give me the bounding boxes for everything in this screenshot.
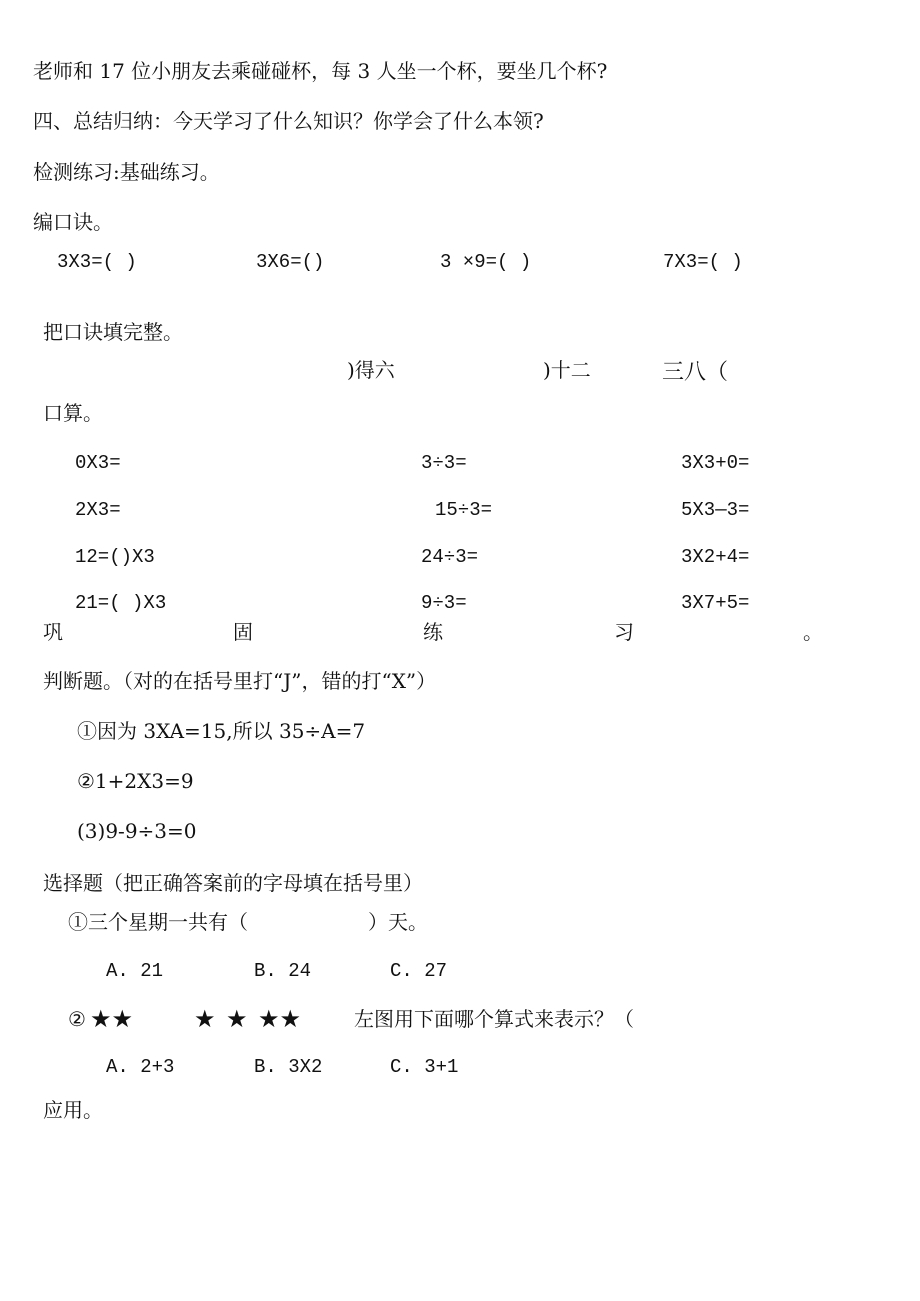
mental-item: 2X3=	[75, 499, 121, 521]
mental-item: 3X3+0=	[681, 452, 750, 474]
choice-q1-text-end: ）天。	[368, 910, 428, 934]
mental-item: 3X2+4=	[681, 546, 750, 568]
choice-option: A. 2+3	[106, 1056, 175, 1078]
mental-item: 0X3=	[75, 452, 121, 474]
test-heading: 检测练习:基础练习。	[33, 160, 220, 184]
consolidate-char: 练	[423, 620, 443, 644]
rhyme-item: 3 ×9=( )	[440, 251, 532, 273]
mental-item: 21=( )X3	[75, 592, 167, 614]
consolidate-char: 巩	[43, 620, 63, 644]
judge-item: ①因为 3XA=15,所以 35÷A=7	[77, 719, 366, 743]
application-heading: 应用。	[43, 1098, 103, 1122]
rhyme-heading: 编口诀。	[33, 210, 113, 234]
rhyme-item: 3X3=( )	[57, 251, 137, 273]
complete-item: )得六	[347, 358, 395, 382]
choice-q1-text: ①三个星期一共有（	[68, 910, 248, 934]
choice-q2-prompt: 左图用下面哪个算式来表示？（	[354, 1007, 634, 1031]
star-icon: ★★	[258, 1005, 302, 1033]
complete-item: 三八（	[662, 360, 729, 385]
consolidate-char: 。	[803, 620, 823, 644]
rhyme-item: 7X3=( )	[663, 251, 743, 273]
mental-item: 3X7+5=	[681, 592, 750, 614]
star-icon: ★	[194, 1005, 216, 1033]
mental-item: 12=()X3	[75, 546, 155, 568]
star-icon: ★	[226, 1005, 248, 1033]
choice-q2-label: ②	[68, 1007, 86, 1031]
mental-item: 5X3—3=	[681, 499, 750, 521]
rhyme-item: 3X6=()	[256, 251, 325, 273]
choice-heading: 选择题（把正确答案前的字母填在括号里）	[43, 871, 423, 895]
judge-item: ②1+2X3=9	[77, 769, 194, 793]
complete-item: )十二	[543, 358, 591, 382]
complete-heading: 把口诀填完整。	[43, 320, 183, 344]
star-icon: ★★	[90, 1005, 134, 1033]
judge-heading: 判断题。（对的在括号里打“J”，错的打“X”）	[43, 669, 437, 693]
mental-item: 9÷3=	[421, 592, 467, 614]
mental-item: 3÷3=	[421, 452, 467, 474]
judge-item: (3)9-9÷3=0	[77, 819, 197, 843]
mental-heading: 口算。	[43, 401, 103, 425]
choice-option: C. 27	[390, 960, 448, 982]
consolidate-char: 固	[233, 620, 253, 644]
choice-option: A. 21	[106, 960, 164, 982]
choice-option: C. 3+1	[390, 1056, 459, 1078]
choice-option: B. 3X2	[254, 1056, 323, 1078]
mental-item: 24÷3=	[421, 546, 479, 568]
consolidate-char: 习	[614, 620, 634, 644]
mental-item: 15÷3=	[435, 499, 493, 521]
word-problem: 老师和 17 位小朋友去乘碰碰杯，每 3 人坐一个杯，要坐几个杯?	[33, 59, 608, 83]
choice-option: B. 24	[254, 960, 312, 982]
summary-heading: 四、总结归纳：今天学习了什么知识？你学会了什么本领?	[33, 109, 544, 133]
